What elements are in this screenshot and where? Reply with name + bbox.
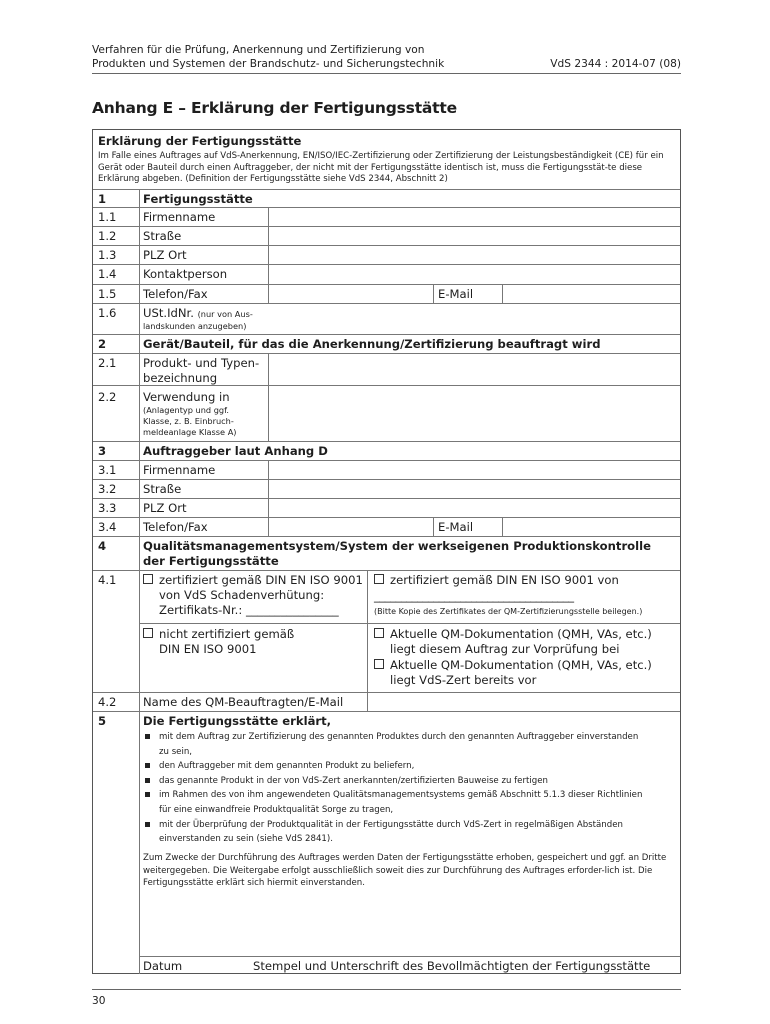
section-1-number: 1 [98,192,107,206]
manufacturer-zip-city-field[interactable] [269,246,679,264]
document-reference: VdS 2344 : 2014-07 (08) [550,58,681,70]
declaration-item [143,818,673,847]
header-line-1: Verfahren für die Prüfung, Anerkennung und Zertifizierung von [92,44,425,56]
date-label: Datum [143,959,183,973]
option-not-certified-line-1: nicht zertifiziert gemäß [159,627,295,641]
option-qm-doc-on-file-line-1: Aktuelle QM-Dokumentation (QMH, VAs, etc.) [390,658,652,672]
row-number: 1.5 [98,287,117,301]
qm-officer-label: Name des QM-Beauftragten/E-Mail [143,695,344,709]
column-divider [139,189,140,974]
row-divider [93,441,680,442]
usage-field[interactable] [269,386,679,441]
manufacturer-street-field[interactable] [269,227,679,245]
declaration-item-text: im Rahmen des von ihm angewendeten Qualitätsmanagementsystems gemäß Abschnitt 5.1.3 dieser Richtlinien [159,790,643,801]
client-phone-field[interactable] [269,518,432,536]
section-3-title: Auftraggeber laut Anhang D [143,444,328,458]
row-number: 3.1 [98,463,117,477]
option-certified-other[interactable] [374,573,642,617]
checkbox-qm-doc-attached[interactable] [374,628,384,638]
section-3-number: 3 [98,444,107,458]
usage-label: Verwendung in [143,390,230,404]
row-divider [93,334,680,335]
header-divider [92,73,681,74]
manufacturer-email-field[interactable] [503,285,679,303]
option-qm-doc-on-file[interactable] [374,658,652,688]
checkbox-certified-vds[interactable] [143,574,153,584]
declaration-item-text-continued: zu sein, [159,746,193,757]
declaration-item-text: mit der Überprüfung der Produktqualität in der Fertigungsstätte durch VdS-Zert in regelmäßigen Abständen [159,819,623,830]
row-number: 4.1 [98,573,117,587]
product-type-label-line-1: Produkt- und Typen- [143,356,260,370]
client-email-label: E-Mail [438,520,474,534]
usage-note-line-1: (Anlagentyp und ggf. [143,405,230,415]
manufacturer-phone-field[interactable] [269,285,432,303]
certificate-copy-note: (Bitte Kopie des Zertifikates der QM-Zertifizierungsstelle beilegen.) [374,607,643,616]
declaration-item-text: mit dem Auftrag zur Zertifizierung des genannten Produktes durch den genannten Auftraggeber einverstanden [159,732,639,742]
client-zip-city-label: PLZ Ort [143,501,187,515]
section-2-number: 2 [98,337,107,351]
qm-officer-field[interactable] [368,693,679,711]
usage-note-line-3: meldeanlage Klasse A) [143,427,237,437]
contact-person-field[interactable] [269,265,679,283]
section-5-number: 5 [98,714,107,728]
intro-title: Erklärung der Fertigungsstätte [98,134,302,148]
declaration-item-text-continued: einverstanden zu sein (siehe VdS 2841). [159,834,333,845]
option-qm-doc-attached[interactable] [374,627,652,657]
row-divider [93,711,680,712]
phone-fax-label: Telefon/Fax [143,287,208,301]
product-type-label-line-2: bezeichnung [143,371,218,385]
signature-label: Stempel und Unterschrift des Bevollmächtigten der Fertigungsstätte [253,959,651,973]
row-divider [93,189,680,190]
product-type-label [143,356,259,386]
row-number: 2.2 [98,390,117,404]
row-number: 3.4 [98,520,117,534]
vat-id-field[interactable] [269,304,679,334]
declaration-list [143,730,673,847]
section-1-title: Fertigungsstätte [143,192,253,206]
row-number: 4.2 [98,695,117,709]
row-number: 1.3 [98,248,117,262]
product-type-field[interactable] [269,354,679,385]
checkbox-certified-other[interactable] [374,574,384,584]
row-divider [93,536,680,537]
option-qm-doc-attached-line-2: liegt diesem Auftrag zur Vorprüfung bei [390,642,620,656]
client-firm-name-label: Firmenname [143,463,216,477]
declaration-item-text: das genannte Produkt in der von VdS-Zert anerkannten/zertifizierten Bauweise zu fertigen [159,775,548,786]
declaration-item-text: den Auftraggeber mit dem genannten Produkt zu beliefern, [159,761,415,772]
row-divider [93,570,680,571]
vat-id-label-text: USt.IdNr. [143,306,194,320]
usage-note-line-2: Klasse, z. B. Einbruch- [143,416,234,426]
row-divider [139,623,680,624]
certifier-name-field[interactable]: _____________________________________ [374,589,574,603]
declaration-item [143,730,673,759]
client-email-field[interactable] [503,518,679,536]
checkbox-not-certified[interactable] [143,628,153,638]
client-phone-fax-label: Telefon/Fax [143,520,208,534]
option-not-certified-line-2: DIN EN ISO 9001 [159,642,257,656]
client-street-label: Straße [143,482,182,496]
column-divider [433,517,434,536]
declaration-item-text-continued: für eine einwandfreie Produktqualität Sorge zu tragen, [159,804,394,815]
row-number: 3.3 [98,501,117,515]
page-title: Anhang E – Erklärung der Fertigungsstätte [92,99,457,117]
section-4-number: 4 [98,539,107,553]
declaration-item [143,759,673,774]
manufacturer-firm-name-field[interactable] [269,208,679,226]
section-4-title-line-2: der Fertigungsstätte [143,554,279,568]
header-line-2: Produkten und Systemen der Brandschutz- und Sicherungstechnik [92,58,445,70]
usage-note [143,405,237,438]
row-number: 1.2 [98,229,117,243]
firm-name-label: Firmenname [143,210,216,224]
vat-id-note-continued: landskunden anzugeben) [143,321,247,331]
option-certified-vds-line-2: von VdS Schadenverhütung: [159,588,325,602]
option-certified-other-line-1: zertifiziert gemäß DIN EN ISO 9001 von [390,573,619,587]
declaration-item [143,774,673,789]
street-label: Straße [143,229,182,243]
declaration-form [92,129,681,974]
row-divider [139,956,680,957]
client-zip-city-field[interactable] [269,499,679,517]
section-4-title [143,539,651,569]
row-number: 2.1 [98,356,117,370]
row-number: 1.4 [98,267,117,281]
data-protection-paragraph: Zum Zwecke der Durchführung des Auftrages werden Daten der Fertigungsstätte erhoben, gespeichert und ggf. an Dritte weitergegeben. Die Weitergabe erfolgt ausschließlich soweit dies zur Durchführung des Auftrages erforder-lich ist. Die Fertigungsstätte erklärt sich hiermit einverstanden. [143,853,667,889]
declaration-item [143,788,673,817]
intro-text: Im Falle eines Auftrages auf VdS-Anerkennung, EN/ISO/IEC-Zertifizierung oder Zertifizierung der Leistungsbeständigkeit (CE) für ein Gerät oder Bauteil durch einen Auftraggeber, der nicht mit der Fertigungsstätte identisch ist, muss die Fertigungsstät-te diese Erklärung abgeben. (Definition der Fertigungsstätte siehe VdS 2344, Abschnitt 2) [98,151,664,185]
option-certified-vds-line-1: zertifiziert gemäß DIN EN ISO 9001 [159,573,363,587]
row-number: 1.1 [98,210,117,224]
column-divider [433,284,434,303]
section-5-title: Die Fertigungsstätte erklärt, [143,714,332,728]
footer-divider [92,989,681,990]
client-firm-name-field[interactable] [269,461,679,479]
signature-area[interactable] [140,900,679,956]
zip-city-label: PLZ Ort [143,248,187,262]
row-number: 1.6 [98,306,117,320]
email-label: E-Mail [438,287,474,301]
option-not-certified[interactable] [143,627,294,657]
column-divider [367,570,368,711]
page-number: 30 [92,995,106,1007]
section-4-title-line-1: Qualitätsmanagementsystem/System der werkseigenen Produktionskontrolle [143,539,651,553]
client-street-field[interactable] [269,480,679,498]
option-qm-doc-attached-line-1: Aktuelle QM-Dokumentation (QMH, VAs, etc.) [390,627,652,641]
contact-person-label: Kontaktperson [143,267,228,281]
checkbox-qm-doc-on-file[interactable] [374,659,384,669]
row-number: 3.2 [98,482,117,496]
running-header [92,43,681,71]
option-qm-doc-on-file-line-2: liegt VdS-Zert bereits vor [390,673,537,687]
option-certified-vds[interactable] [143,573,363,618]
certificate-number-field[interactable]: Zertifikats-Nr.: ________________ [159,603,339,617]
vat-id-label [143,306,253,321]
section-2-title: Gerät/Bauteil, für das die Anerkennung/Zertifizierung beauftragt wird [143,337,601,351]
vat-id-note: (nur von Aus- [197,309,253,319]
